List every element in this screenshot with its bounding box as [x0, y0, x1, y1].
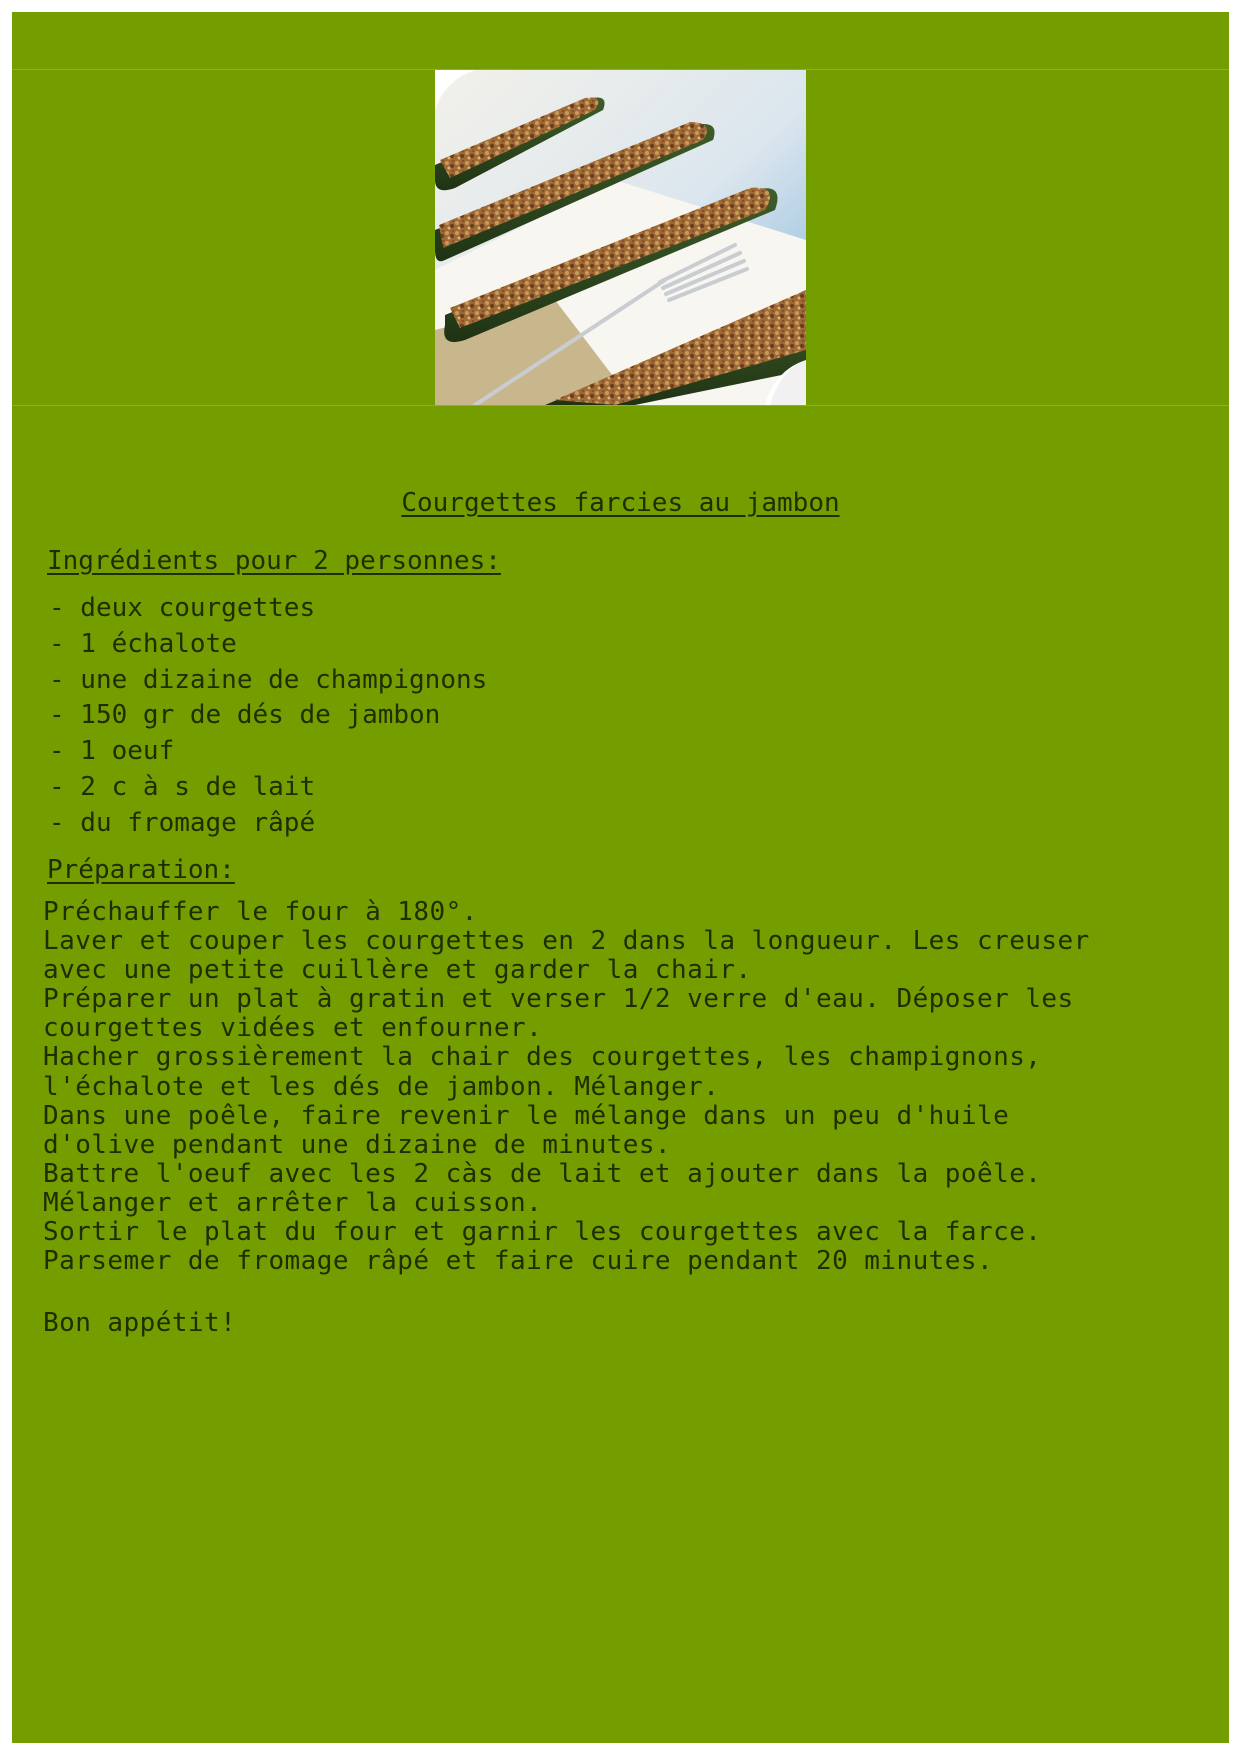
- preparation-line: courgettes vidées et enfourner.: [43, 1013, 543, 1044]
- ingredient-item: - 1 oeuf: [49, 736, 175, 767]
- ingredient-item: - deux courgettes: [49, 593, 316, 623]
- ingredient-item: - du fromage râpé: [49, 807, 316, 838]
- preparation-line: Dans une poêle, faire revenir le mélange dans un peu d'huile: [43, 1100, 1010, 1131]
- photo-divider: [12, 405, 1229, 406]
- preparation-line: Battre l'oeuf avec les 2 càs de lait et ajouter dans la poêle.: [43, 1158, 1042, 1189]
- preparation-line: d'olive pendant une dizaine de minutes.: [43, 1129, 672, 1160]
- ingredient-item: - 150 gr de dés de jambon: [49, 700, 441, 731]
- closing-line: Bon appétit!: [43, 1308, 237, 1338]
- ingredients-list: [49, 591, 487, 842]
- ingredients-heading: Ingrédients pour 2 personnes:: [47, 546, 501, 576]
- preparation-line: Préchauffer le four à 180°.: [43, 897, 478, 927]
- preparation-line: Hacher grossièrement la chair des courgettes, les champignons,: [43, 1042, 1042, 1073]
- preparation-heading: Préparation:: [47, 855, 235, 885]
- preparation-line: l'échalote et les dés de jambon. Mélanger.: [43, 1071, 720, 1102]
- recipe-photo: [435, 70, 806, 405]
- preparation-line: Parsemer de fromage râpé et faire cuire pendant 20 minutes.: [43, 1246, 994, 1277]
- preparation-line: Sortir le plat du four et garnir les courgettes avec la farce.: [43, 1217, 1042, 1248]
- recipe-page: [12, 12, 1229, 1743]
- preparation-line: Laver et couper les courgettes en 2 dans la longueur. Les creuser: [43, 926, 1090, 957]
- preparation-line: Mélanger et arrêter la cuisson.: [43, 1187, 543, 1218]
- ingredient-item: - une dizaine de champignons: [49, 664, 488, 695]
- ingredient-item: - 1 échalote: [49, 628, 237, 659]
- preparation-text: [43, 898, 1090, 1276]
- preparation-line: avec une petite cuillère et garder la chair.: [43, 955, 752, 986]
- preparation-line: Préparer un plat à gratin et verser 1/2 verre d'eau. Déposer les: [43, 984, 1074, 1015]
- ingredient-item: - 2 c à s de lait: [49, 771, 316, 802]
- recipe-title: Courgettes farcies au jambon: [401, 488, 840, 518]
